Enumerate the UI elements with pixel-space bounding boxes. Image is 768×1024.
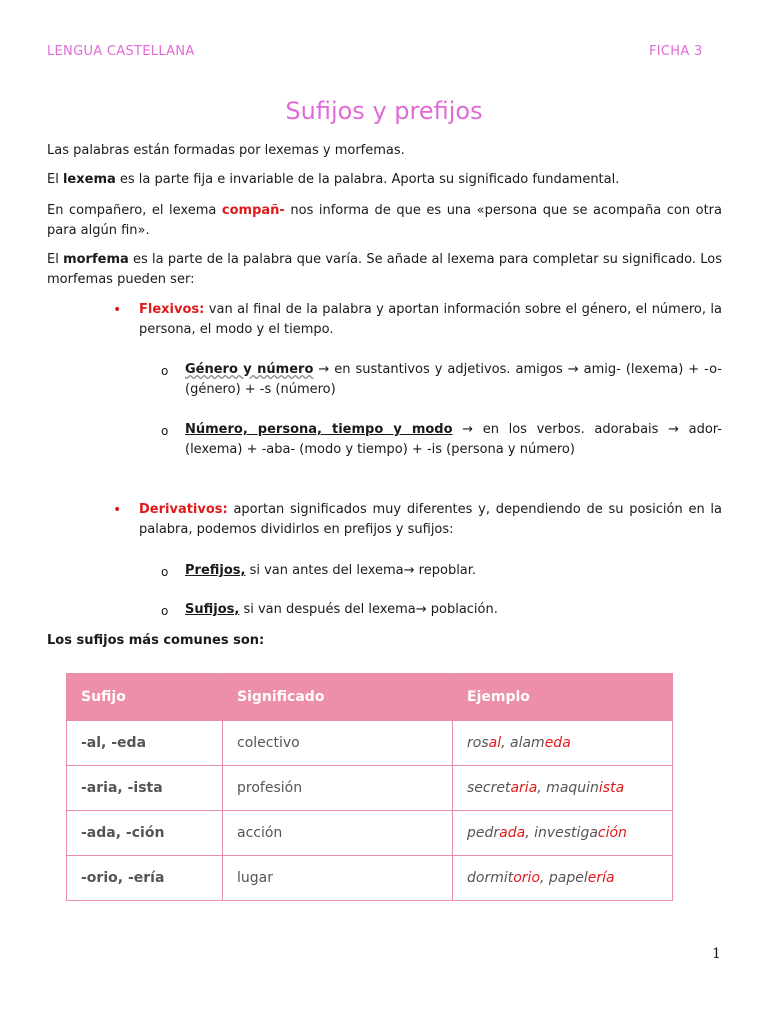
highlighted-suffix: aria	[510, 780, 538, 796]
meaning-cell: colectivo	[223, 721, 453, 766]
text-fragment: es la parte fija e invariable de la palabra. Aporta su significado fundamental.	[115, 172, 620, 187]
worksheet-number: FICHA 3	[649, 44, 703, 59]
circle-bullet-icon: o	[161, 604, 169, 618]
page-title: Sufijos y prefijos	[285, 97, 483, 125]
flexivos-subitem	[185, 420, 722, 460]
circle-bullet-icon: o	[161, 424, 169, 438]
bullet-dot-icon: •	[113, 502, 122, 518]
column-header: Sufijo	[67, 674, 223, 721]
term-compan: compañ-	[221, 203, 285, 218]
highlighted-suffix: ería	[587, 870, 615, 886]
column-header: Ejemplo	[453, 674, 673, 721]
intro-text: Las palabras están formadas por lexemas y morfemas.	[47, 143, 405, 158]
subitem-text: → en los verbos. adorabais → ador- (lexema) + -aba- (modo y tiempo) + -is (persona y número)	[185, 422, 722, 457]
derivativos-text: aportan significados muy diferentes y, dependiendo de su posición en la palabra, podemos dividirlos en prefijos y sufijos:	[139, 502, 722, 537]
highlighted-suffix: al	[488, 735, 502, 751]
subitem-text: si van antes del lexema→ repoblar.	[245, 563, 477, 578]
example-text: dormit	[467, 870, 514, 886]
highlighted-suffix: orio	[513, 870, 541, 886]
meaning-cell: acción	[223, 811, 453, 856]
highlighted-suffix: ada	[499, 825, 526, 841]
bullet-dot-icon: •	[113, 302, 122, 318]
circle-bullet-icon: o	[161, 364, 169, 378]
derivativos-subitem	[185, 600, 722, 620]
common-suffixes-label: Los sufijos más comunes son:	[47, 633, 265, 648]
meaning-cell: profesión	[223, 766, 453, 811]
circle-bullet-icon: o	[161, 565, 169, 579]
example-cell	[453, 766, 673, 811]
intro-paragraph-1	[47, 141, 722, 161]
subitem-label: Número, persona, tiempo y modo	[185, 422, 453, 437]
highlighted-suffix: ción	[597, 825, 627, 841]
text-fragment: En compañero, el lexema	[47, 203, 222, 218]
suffix-cell: -orio, -ería	[67, 856, 223, 901]
table-row	[67, 721, 673, 766]
intro-paragraph-2	[47, 170, 722, 190]
text-fragment: nos informa de que es una «persona que se acompaña con otra para algún fin».	[47, 203, 722, 238]
subitem-text: → en sustantivos y adjetivos. amigos → amig- (lexema) + -o- (género) + -s (número)	[185, 362, 722, 397]
suffix-cell: -ada, -ción	[67, 811, 223, 856]
example-cell	[453, 721, 673, 766]
table-row	[67, 856, 673, 901]
flexivos-text: van al final de la palabra y aportan información sobre el género, el número, la persona, el modo y el tiempo.	[139, 302, 722, 337]
flexivos-label: Flexivos:	[139, 302, 205, 317]
example-text: , alam	[501, 735, 545, 751]
subitem-label: Género y número	[185, 362, 314, 377]
subitem-label: Prefijos,	[185, 563, 246, 578]
highlighted-suffix: ista	[598, 780, 625, 796]
table-header-row	[67, 674, 673, 721]
derivativos-subitem	[185, 561, 722, 581]
text-fragment: El	[47, 252, 64, 267]
flexivos-item	[139, 300, 722, 340]
text-fragment: es la parte de la palabra que varía. Se añade al lexema para completar su significado. Los morfemas pueden ser:	[47, 252, 722, 287]
text-fragment: El	[47, 172, 63, 187]
example-text: , papel	[540, 870, 588, 886]
column-header: Significado	[223, 674, 453, 721]
subitem-text: si van después del lexema→ población.	[239, 602, 498, 617]
highlighted-suffix: eda	[544, 735, 571, 751]
term-lexema: lexema	[62, 172, 116, 187]
intro-paragraph-3	[47, 201, 722, 241]
subject-header: LENGUA CASTELLANA	[47, 44, 195, 59]
derivativos-item	[139, 500, 722, 540]
example-text: , maquin	[537, 780, 599, 796]
suffix-table	[66, 673, 673, 901]
subitem-label: Sufijos,	[185, 602, 240, 617]
table-row	[67, 766, 673, 811]
intro-paragraph-4	[47, 250, 722, 290]
flexivos-subitem	[185, 360, 722, 400]
example-cell	[453, 811, 673, 856]
example-text: , investiga	[525, 825, 598, 841]
suffix-cell: -al, -eda	[67, 721, 223, 766]
example-text: secret	[467, 780, 511, 796]
meaning-cell: lugar	[223, 856, 453, 901]
table-row	[67, 811, 673, 856]
example-text: ros	[467, 735, 489, 751]
example-cell	[453, 856, 673, 901]
term-morfema: morfema	[63, 252, 129, 267]
suffix-cell: -aria, -ista	[67, 766, 223, 811]
page-number: 1	[712, 946, 721, 962]
example-text: pedr	[467, 825, 500, 841]
derivativos-label: Derivativos:	[139, 502, 228, 517]
